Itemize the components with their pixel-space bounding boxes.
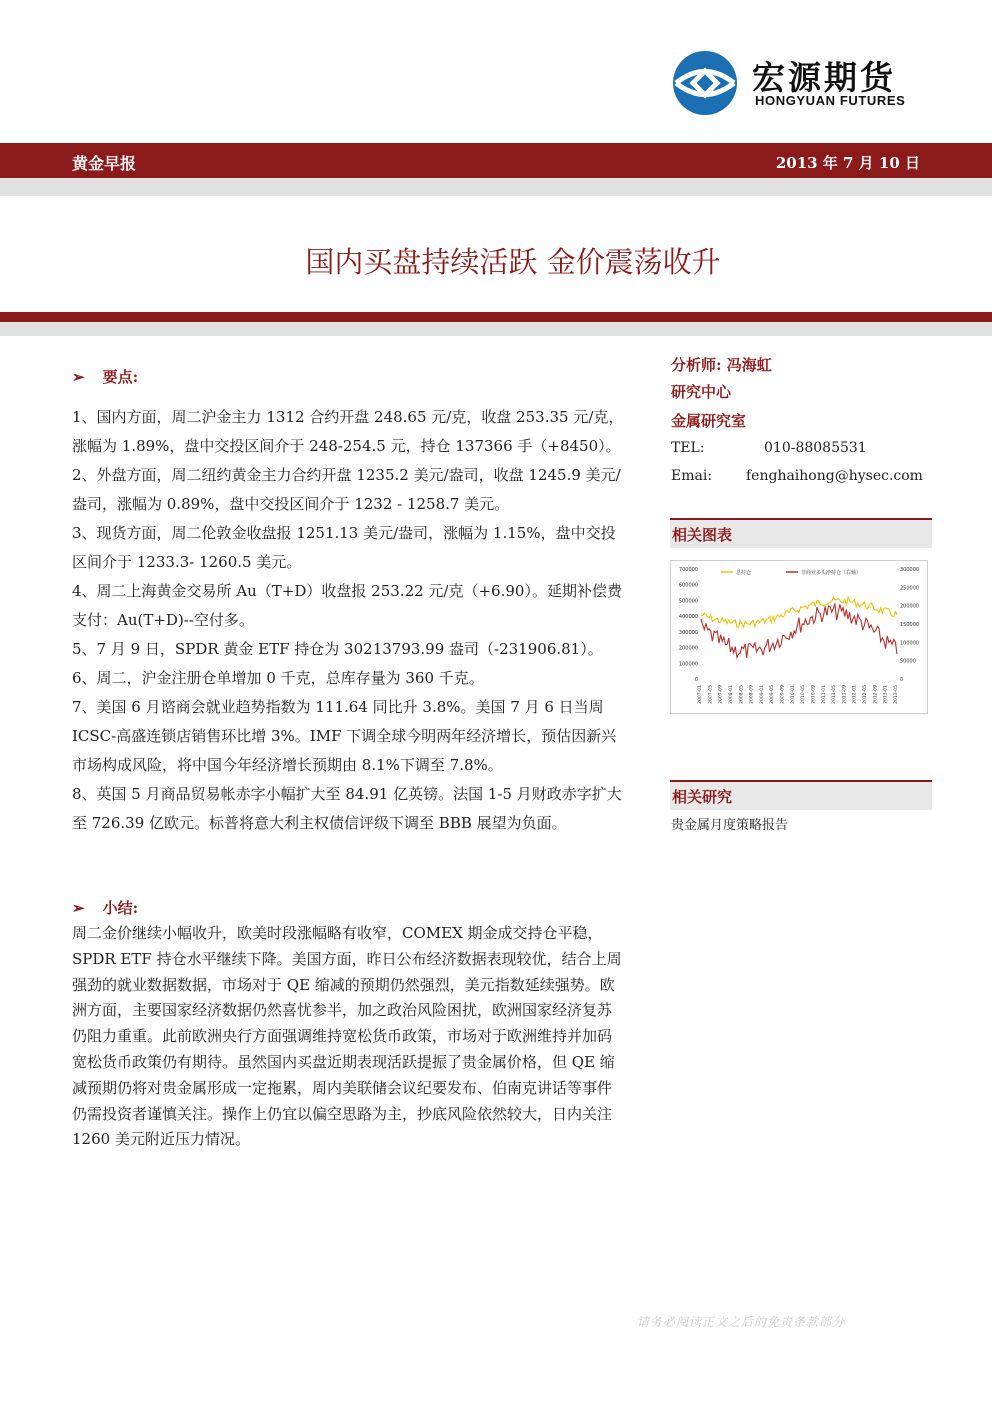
x-tick-label: 2009-05 — [770, 685, 776, 704]
x-tick-label: 2007-01 — [698, 685, 703, 704]
y-right-tick-label: 100000 — [900, 640, 920, 647]
y-left-tick-label: 600000 — [678, 582, 698, 589]
y-left-tick-label: 200000 — [678, 645, 698, 652]
chart-section-title: 相关图表 — [672, 526, 733, 544]
summary-heading-text: 小结: — [102, 899, 139, 917]
summary-text — [72, 921, 626, 1153]
x-tick-label: 2011-09 — [842, 685, 848, 704]
tel-value: 010-88085531 — [764, 440, 867, 456]
y-left-tick-label: 300000 — [678, 629, 698, 636]
y-left-tick-label: 100000 — [678, 661, 698, 668]
key-point-item: 1、国内方面，周二沪金主力 1312 合约开盘 248.65 元/克，收盘 253.35 元/克，涨幅为 1.89%，盘中交投区间介于 248-254.5 元，持仓 137366 手（+8450）。 — [72, 408, 624, 455]
title-band-shadow — [0, 322, 992, 336]
key-points-heading-text: 要点: — [102, 368, 139, 386]
x-tick-label: 2009-01 — [759, 685, 765, 704]
company-name-en: HONGYUAN FUTURES — [755, 93, 906, 108]
y-right-tick-label: 50000 — [900, 658, 916, 665]
x-tick-label: 2012-01 — [852, 685, 858, 704]
x-tick-label: 2009-09 — [780, 685, 786, 704]
analyst-name: 分析师: 冯海虹 — [671, 356, 772, 374]
y-left-tick-label: 0 — [694, 677, 698, 683]
x-tick-label: 2013-05 — [894, 685, 899, 704]
x-tick-label: 2011-05 — [832, 685, 838, 704]
x-tick-label: 2010-05 — [801, 685, 807, 704]
x-tick-label: 2010-09 — [811, 685, 817, 704]
research-section-header — [670, 780, 932, 810]
x-tick-label: 2012-05 — [863, 685, 869, 704]
arrow-bullet-icon: ➢ — [72, 899, 85, 917]
tel-label: TEL: — [671, 440, 705, 456]
hongyuan-logo-icon — [672, 50, 738, 116]
x-tick-label: 2008-01 — [728, 685, 734, 704]
arrow-bullet-icon: ➢ — [72, 368, 85, 386]
related-research-item[interactable]: 贵金属月度策略报告 — [671, 818, 789, 833]
key-points-heading — [72, 366, 138, 387]
summary-paragraph: 周二金价继续小幅收升，欧美时段涨幅略有收窄，COMEX 期金成交持仓平稳，SPDR ETF 持仓水平继续下降。美国方面，昨日公布经济数据表现较优，结合上周强劲的就业数据数据，市场对于 QE 缩减的预期仍然强烈，美元指数延续强势。欧洲方面，主要国家经济数据仍然喜忧参半，加之政治风险困扰，欧洲国家经济复苏仍阻力重重。此前欧洲央行方面强调维持宽松货币政策，市场对于欧洲维持并加码宽松货币政策仍有期待。虽然国内买盘近期表现活跃提振了贵金属价格，但 QE 缩减预期仍将对贵金属形成一定拖累，周内美联储会议纪要发布、伯南克讲话等事件仍需投资者谨慎关注。操作上仍宜以偏空思路为主，抄底风险依然较大，日内关注 1260 美元附近压力情况。 — [72, 924, 622, 1149]
x-tick-label: 2013-01 — [883, 685, 889, 704]
x-tick-label: 2008-09 — [749, 685, 755, 704]
legend-label: 总持仓 — [736, 570, 752, 576]
report-date: 2013 年 7 月 10 日 — [775, 154, 920, 172]
chart-section-header — [670, 518, 932, 548]
y-left-tick-label: 500000 — [678, 598, 698, 605]
x-tick-label: 2010-01 — [790, 685, 796, 704]
y-left-tick-label: 400000 — [678, 614, 698, 621]
legend-label: 非商业多头净持仓（右轴） — [801, 570, 862, 576]
key-point-item: 6、周二，沪金注册仓单增加 0 千克，总库存量为 360 千克。 — [72, 669, 484, 687]
x-tick-label: 2008-05 — [739, 685, 745, 704]
y-right-tick-label: 300000 — [900, 567, 920, 573]
header-band-shadow — [0, 178, 992, 196]
x-tick-label: 2007-05 — [708, 685, 714, 704]
key-point-item: 5、7 月 9 日，SPDR 黄金 ETF 持仓为 30213793.99 盎司（-231906.81）。 — [72, 640, 603, 658]
research-section-title: 相关研究 — [672, 788, 733, 806]
position-chart-svg — [671, 561, 927, 713]
email-value[interactable]: fenghaihong@hysec.com — [746, 468, 923, 484]
disclaimer-note: 请务必阅读正文之后的免责条款部分 — [637, 1315, 846, 1329]
key-point-item: 7、美国 6 月谘商会就业趋势指数为 111.64 同比升 3.8%。美国 7 月 6 日当周 ICSC-高盛连锁店销售环比增 3%。IMF 下调全球今明两年经济增长，预估因新兴市场构成风险，将中国今年经济增长预期由 8.1%下调至 7.8%。 — [72, 698, 617, 774]
y-right-tick-label: 150000 — [900, 622, 920, 628]
key-point-item: 2、外盘方面，周二纽约黄金主力合约开盘 1235.2 美元/盎司，收盘 1245.9 美元/盎司，涨幅为 0.89%，盘中交投区间介于 1232 - 1258.7 美元。 — [72, 466, 621, 513]
x-tick-label: 2011-01 — [821, 685, 827, 704]
company-name-cn: 宏源期货 — [752, 58, 896, 97]
summary-heading — [72, 897, 138, 918]
y-right-tick-label: 0 — [900, 677, 904, 683]
email-label: Emai: — [671, 468, 713, 484]
report-type: 黄金早报 — [72, 154, 137, 173]
key-point-item: 4、周二上海黄金交易所 Au（T+D）收盘报 253.22 元/克（+6.90）。延期补偿费支付：Au(T+D)--空付多。 — [72, 582, 622, 629]
key-points-list — [72, 403, 626, 838]
position-chart — [670, 560, 928, 714]
x-tick-label: 2012-09 — [873, 685, 879, 704]
sub-department: 金属研究室 — [671, 412, 747, 430]
title-band — [0, 312, 992, 322]
y-left-tick-label: 700000 — [678, 567, 698, 573]
x-tick-label: 2007-09 — [718, 685, 724, 704]
key-point-item: 3、现货方面，周二伦敦金收盘报 1251.13 美元/盎司，涨幅为 1.15%，盘中交投区间介于 1233.3- 1260.5 美元。 — [72, 524, 616, 571]
y-right-tick-label: 200000 — [900, 603, 920, 610]
y-right-tick-label: 250000 — [900, 585, 920, 592]
department: 研究中心 — [671, 383, 732, 401]
key-point-item: 8、英国 5 月商品贸易帐赤字小幅扩大至 84.91 亿英镑。法国 1-5 月财政赤字扩大至 726.39 亿欧元。标普将意大利主权债信评级下调至 BBB 展望为负面。 — [72, 785, 622, 832]
report-title: 国内买盘持续活跃 金价震荡收升 — [305, 245, 721, 279]
